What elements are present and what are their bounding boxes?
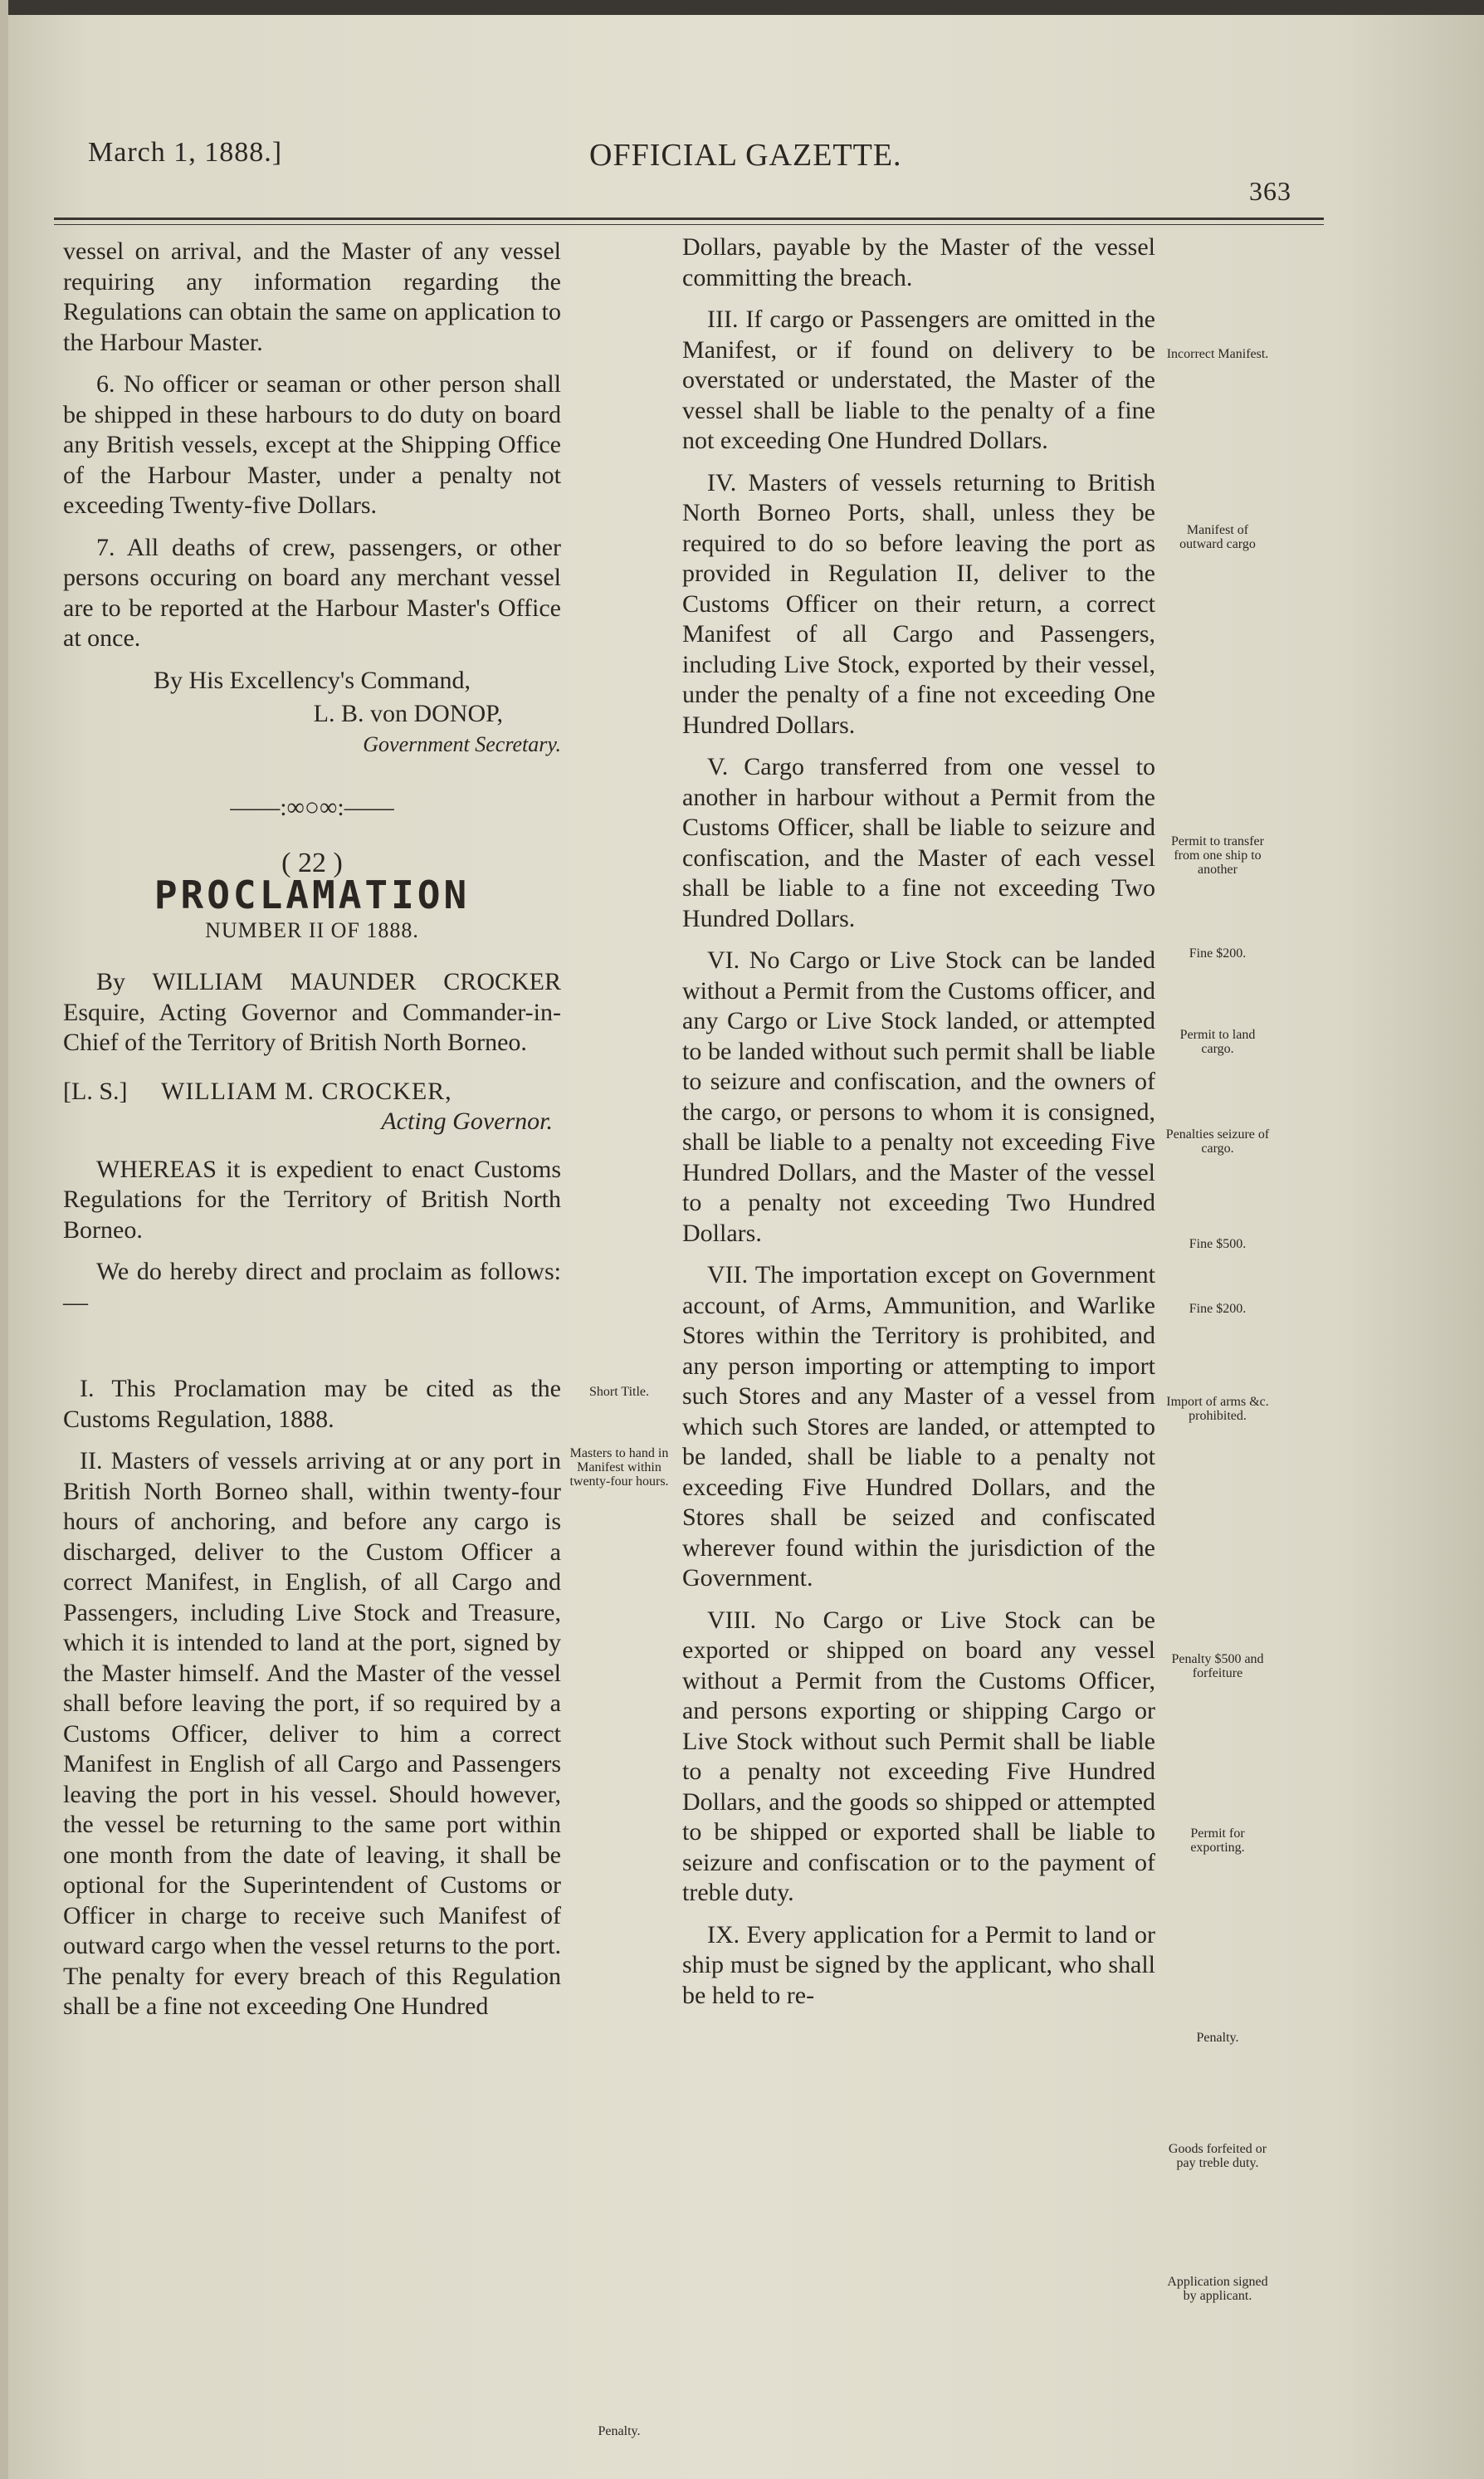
margin-penalties-seizure: Penalties seizure of cargo. — [1165, 1127, 1270, 1156]
regulation-6: 6. No officer or seaman or other person shall be shipped in these harbours to do duty on board any British vessels, except at the Shipping Office of the Harbour Master, under a penalty not exceeding Twenty-five Dollars. — [63, 370, 561, 519]
header-rule-thin — [54, 224, 1324, 225]
header-title: OFFICIAL GAZETTE. — [589, 138, 902, 173]
header-rule — [54, 218, 1324, 220]
governor-block — [63, 1070, 561, 1137]
header-date: March 1, 1888.] — [88, 137, 283, 168]
section-9: IX. Every application for a Permit to land or ship must be signed by the applicant, who shall be held to re- — [682, 1920, 1155, 2009]
section-7: VII. The importation except on Government account, of Arms, Ammunition, and Warlike Stores within the Territory is prohibited, and any person importing or attempting to import such Stores and any Master of a vessel from which such Stores are landed, or attempted to be landed, shall be liable to a penalty not exceeding Five Hundred Dollars, and the Stores shall be seized and confiscated wherever found within the jurisdiction of the Government. — [682, 1261, 1155, 1592]
section-1: I. This Proclamation may be cited as the Customs Regulation, 1888. — [63, 1375, 561, 1433]
margin-permit-land: Permit to land cargo. — [1179, 1028, 1256, 1056]
ornament-divider: ——:∞○∞:—— — [230, 794, 394, 821]
margin-incorrect-manifest: Incorrect Manifest. — [1166, 347, 1269, 361]
right-continuation: Dollars, payable by the Master of the vessel committing the breach. — [682, 233, 1155, 291]
section-6: VI. No Cargo or Live Stock can be landed without a Permit from the Customs officer, and any Cargo or Live Stock landed, or attempted to be landed without such permit shall be liable to seizure and confiscation, and the owners of the cargo, or persons to whom it is consigned, shall be liable to a penalty not exceeding Five Hundred Dollars, and the Master of the vessel to a penalty not exceeding Two Hundred Dollars. — [682, 946, 1155, 1247]
left-column-upper — [63, 237, 561, 1329]
command-line: By His Excellency's Command, — [153, 666, 471, 694]
proclamation-number: ( 22 ) — [281, 847, 343, 878]
scan-left-edge — [0, 0, 8, 2479]
right-column — [682, 232, 1155, 2022]
governor-name: WILLIAM M. CROCKER, — [161, 1077, 452, 1105]
seal-mark: [L. S.] — [63, 1077, 128, 1105]
governor-title: Acting Governor. — [381, 1107, 553, 1135]
margin-goods-forfeited: Goods forfeited or pay treble duty. — [1168, 2142, 1267, 2170]
margin-penalty-left: Penalty. — [598, 2424, 641, 2438]
proclamation-heading: PROCLAMATION — [154, 873, 471, 917]
margin-short-title: Short Title. — [588, 1385, 650, 1399]
section-4: IV. Masters of vessels returning to British North Borneo Ports, shall, unless they be required to do so before leaving the port as provided in Regulation II, deliver to the Customs Officer on their return, a correct Manifest of all Cargo and Passengers, including Live Stock, exported by their vessel, under the penalty of a fine not exceeding One Hundred Dollars. — [682, 468, 1155, 739]
margin-permit-transfer: Permit to transfer from one ship to another — [1171, 834, 1264, 877]
regulation-7: 7. All deaths of crew, passengers, or other persons occuring on board any merchant vessel are to be reported at the Harbour Master's Office at once. — [63, 533, 561, 652]
margin-import-arms: Import of arms &c. prohibited. — [1166, 1395, 1269, 1423]
margin-permit-export: Permit for exporting. — [1190, 1826, 1245, 1855]
margin-fine-200-b: Fine $200. — [1189, 1302, 1247, 1316]
margin-penalty-right: Penalty. — [1196, 2031, 1239, 2045]
section-2: II. Masters of vessels arriving at or any port in British North Borneo shall, within twenty-four hours of anchoring, and before any cargo is discharged, deliver to the Custom Officer a correct Manifest, in English, of all Cargo and Passengers, including Live Stock and Treasure, which it is intended to land at the port, signed by the Master himself. And the Master of the vessel shall before leaving the port, if so required by a Customs Officer, deliver to him a correct Manifest in English of all Cargo and Passengers leaving the port in his vessel. Should however, the vessel be returning to the same port within one month from the date of leaving, it shall be optional for the Superintendent of Customs or Officer in charge to receive such Manifest of outward cargo when the vessel returns to the port. The penalty for every breach of this Regulation shall be a fine not exceeding One Hundred — [63, 1447, 561, 2020]
section-3: III. If cargo or Passengers are omitted in the Manifest, or if found on delivery to be overstated or understated, the Master of the vessel shall be liable to the penalty of a fine not exceeding One Hundred Dollars. — [682, 306, 1155, 454]
margin-masters-manifest: Masters to hand in Manifest within twenty-four hours. — [569, 1446, 669, 1489]
scan-top-edge — [0, 0, 1484, 15]
margin-penalty-500: Penalty $500 and forfeiture — [1171, 1652, 1264, 1680]
margin-application-signed: Application signed by applicant. — [1167, 2275, 1268, 2303]
signer-name: L. B. von DONOP, — [313, 700, 503, 727]
section-8: VIII. No Cargo or Live Stock can be exported or shipped on board any vessel without a Permit from the Customs Officer, and persons exporting or shipping Cargo or Live Stock without such Permit shall be liable to a penalty not exceeding Five Hundred Dollars, and the goods so shipped or attempted to be shipped or exported shall be liable to seizure and confiscation or to the payment of treble duty. — [682, 1606, 1155, 1906]
whereas-clause: WHEREAS it is expedient to enact Customs Regulations for the Territory of British North Borneo. — [63, 1155, 561, 1244]
proclamation-subheading: NUMBER II OF 1888. — [205, 917, 419, 942]
proclaim-clause: We do hereby direct and proclaim as follows:— — [63, 1258, 561, 1316]
margin-fine-200-a: Fine $200. — [1189, 946, 1247, 961]
page-number: 363 — [1249, 176, 1291, 206]
left-column-lower — [63, 1374, 561, 2034]
section-5: V. Cargo transferred from one vessel to another in harbour without a Permit from the Customs Officer, shall be liable to seizure and confiscation, and the Master of each vessel shall be liable to a fine not exceeding Two Hundred Dollars. — [682, 753, 1155, 932]
signer-title: Government Secretary. — [363, 731, 561, 756]
margin-fine-500: Fine $500. — [1189, 1237, 1247, 1251]
proclamation-by: By WILLIAM MAUNDER CROCKER Esquire, Acting Governor and Commander-in-Chief of the Territory of British North Borneo. — [63, 968, 561, 1056]
left-continuation: vessel on arrival, and the Master of any vessel requiring any information regarding the Regulations can obtain the same on application to the Harbour Master. — [63, 237, 561, 356]
margin-outward-cargo: Manifest of outward cargo — [1179, 523, 1256, 551]
